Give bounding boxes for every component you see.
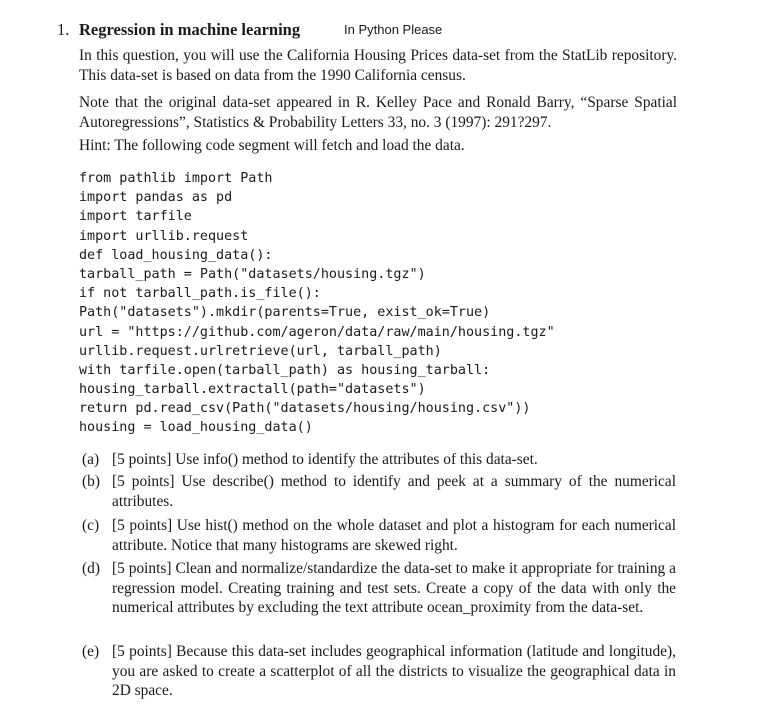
part-b — [82, 472, 676, 511]
code-line: housing = load_housing_data() — [79, 420, 313, 436]
part-label: (c) — [82, 517, 100, 534]
part-label: (a) — [82, 451, 100, 468]
part-e — [82, 642, 676, 701]
part-c — [82, 516, 676, 555]
hint-paragraph: Hint: The following code segment will fetch and load the data. — [79, 137, 465, 154]
code-line: import tarfile — [79, 209, 192, 225]
question-title: Regression in machine learning — [79, 20, 301, 39]
part-label: (e) — [82, 643, 100, 660]
code-line: urllib.request.urlretrieve(url, tarball_path) — [79, 343, 442, 359]
code-block — [79, 169, 555, 438]
code-line: url = "https://github.com/ageron/data/raw/main/housing.tgz" — [79, 324, 555, 340]
part-text: [5 points] Use hist() method on the whole dataset and plot a histogram for each numerical attribute. Notice that many histograms are skewed right. — [112, 517, 676, 554]
code-line: def load_housing_data(): — [79, 247, 273, 263]
part-label: (d) — [82, 560, 100, 577]
part-label: (b) — [82, 473, 100, 490]
code-line: if not tarball_path.is_file(): — [79, 286, 321, 302]
part-text: [5 points] Use describe() method to identify and peek at a summary of the numerical attributes. — [112, 473, 676, 510]
code-line: return pd.read_csv(Path("datasets/housing/housing.csv")) — [79, 401, 531, 417]
code-line: with tarfile.open(tarball_path) as housing_tarball: — [79, 362, 491, 378]
part-text: [5 points] Clean and normalize/standardize the data-set to make it appropriate for training a regression model. Creating training and test sets. Create a copy of the data with only the numerical attributes by excluding the text attribute ocean_proximity from the data-set. — [112, 560, 676, 616]
code-line: tarball_path = Path("datasets/housing.tgz") — [79, 266, 426, 282]
code-line: import urllib.request — [79, 228, 249, 244]
code-line: Path("datasets").mkdir(parents=True, exist_ok=True) — [79, 305, 491, 321]
code-line: from pathlib import Path — [79, 171, 273, 186]
part-d — [82, 559, 676, 618]
part-text: [5 points] Because this data-set includes geographical information (latitude and longitude), you are asked to create a scatterplot of all the districts to visualize the geographical data in 2D space. — [112, 643, 676, 699]
code-line: housing_tarball.extractall(path="datasets") — [79, 382, 426, 398]
question-number: 1. — [57, 20, 70, 39]
part-text: [5 points] Use info() method to identify the attributes of this data-set. — [112, 451, 538, 468]
handwritten-note: In Python Please — [344, 22, 443, 37]
part-a — [82, 450, 676, 470]
code-line: import pandas as pd — [79, 190, 233, 206]
intro-paragraph: In this question, you will use the California Housing Prices data-set from the StatLib repository. This data-set is based on data from the 1990 California census. — [79, 47, 677, 84]
citation-paragraph: Note that the original data-set appeared in R. Kelley Pace and Ronald Barry, “Sparse Spatial Autoregressions”, Statistics & Probability Letters 33, no. 3 (1997): 291?297. — [79, 94, 677, 131]
